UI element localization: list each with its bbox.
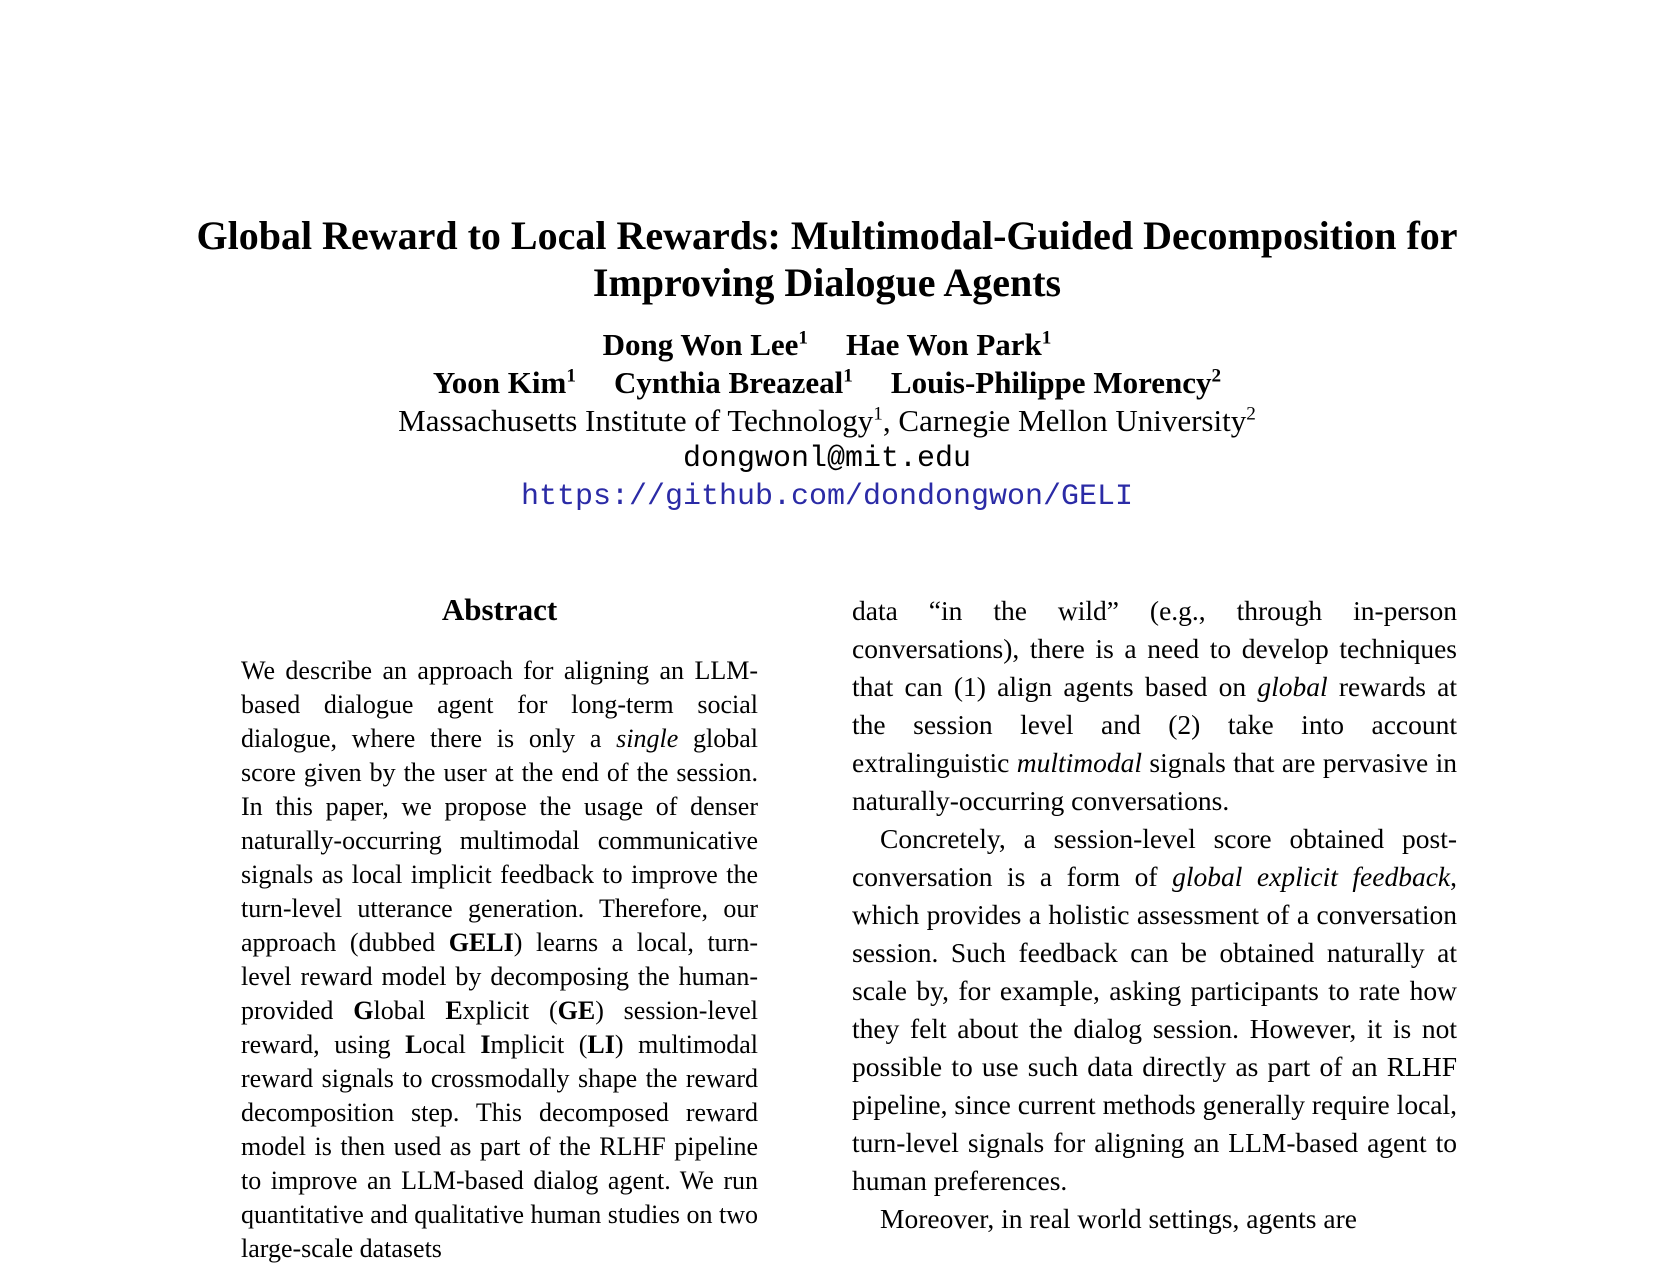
two-column-body	[197, 592, 1457, 1266]
affiliation-line: Massachusetts Institute of Technology$^1$, Carnegie Mellon University$^2$	[398, 403, 1256, 438]
right-column	[852, 592, 1457, 1266]
body-paragraph-concretely: Concretely, a session-level score obtained post-conversation is a form of global explicit feedback, which provides a holistic assessment of a conversation session. Such feedback can be obtained naturally at scale by, for example, asking participants to rate how they felt about the dialog session. However, it is not possible to use such data directly as part of an RLHF pipeline, since current methods generally require local, turn-level signals for aligning an LLM-based agent to human preferences.	[852, 823, 1457, 1196]
paper-header	[0, 0, 1654, 519]
abstract-heading: Abstract	[441, 592, 558, 627]
author-row-1: Dong Won Lee$^1$ Hae Won Park$^1$	[602, 327, 1052, 362]
body-paragraph-moreover: Moreover, in real world settings, agents are	[880, 1203, 1357, 1234]
email-text: dongwonl@mit.edu	[682, 442, 972, 476]
abstract-paragraph: We describe an approach for aligning an LLM-based dialogue agent for long-term social dialogue, where there is only a single global score given by the user at the end of the session. In this paper, we propose the usage of denser naturally-occurring multimodal communicative signals as local implicit feedback to improve the turn-level utterance generation. Therefore, our approach (dubbed GELI) learns a local, turn-level reward model by decomposing the human-provided Global Explicit (GE) session-level reward, using Local Implicit (LI) multimodal reward signals to crossmodally shape the reward decomposition step. This decomposed reward model is then used as part of the RLHF pipeline to improve an LLM-based dialog agent. We run quantitative and qualitative human studies on two large-scale datasets	[241, 656, 759, 1263]
paper-title	[0, 212, 1654, 306]
url-line	[0, 478, 1654, 519]
author-block	[0, 326, 1654, 519]
paper-title-line-1: Global Reward to Local Rewards: Multimodal-Guided Decomposition for	[196, 213, 1458, 258]
body-paragraph-continuation: data “in the wild” (e.g., through in-person conversations), there is a need to develop techniques that can (1) align agents based on global rewards at the session level and (2) take into account extralinguistic multimodal signals that are pervasive in naturally-occurring conversations.	[852, 595, 1457, 816]
author-row-2: Yoon Kim$^1$ Cynthia Breazeal$^1$ Louis-Philippe Morency$^2$	[432, 365, 1222, 400]
github-link[interactable]: https://github.com/dondongwon/GELI	[520, 480, 1134, 514]
paper-title-line-2: Improving Dialogue Agents	[592, 260, 1062, 305]
left-column	[197, 592, 802, 1266]
